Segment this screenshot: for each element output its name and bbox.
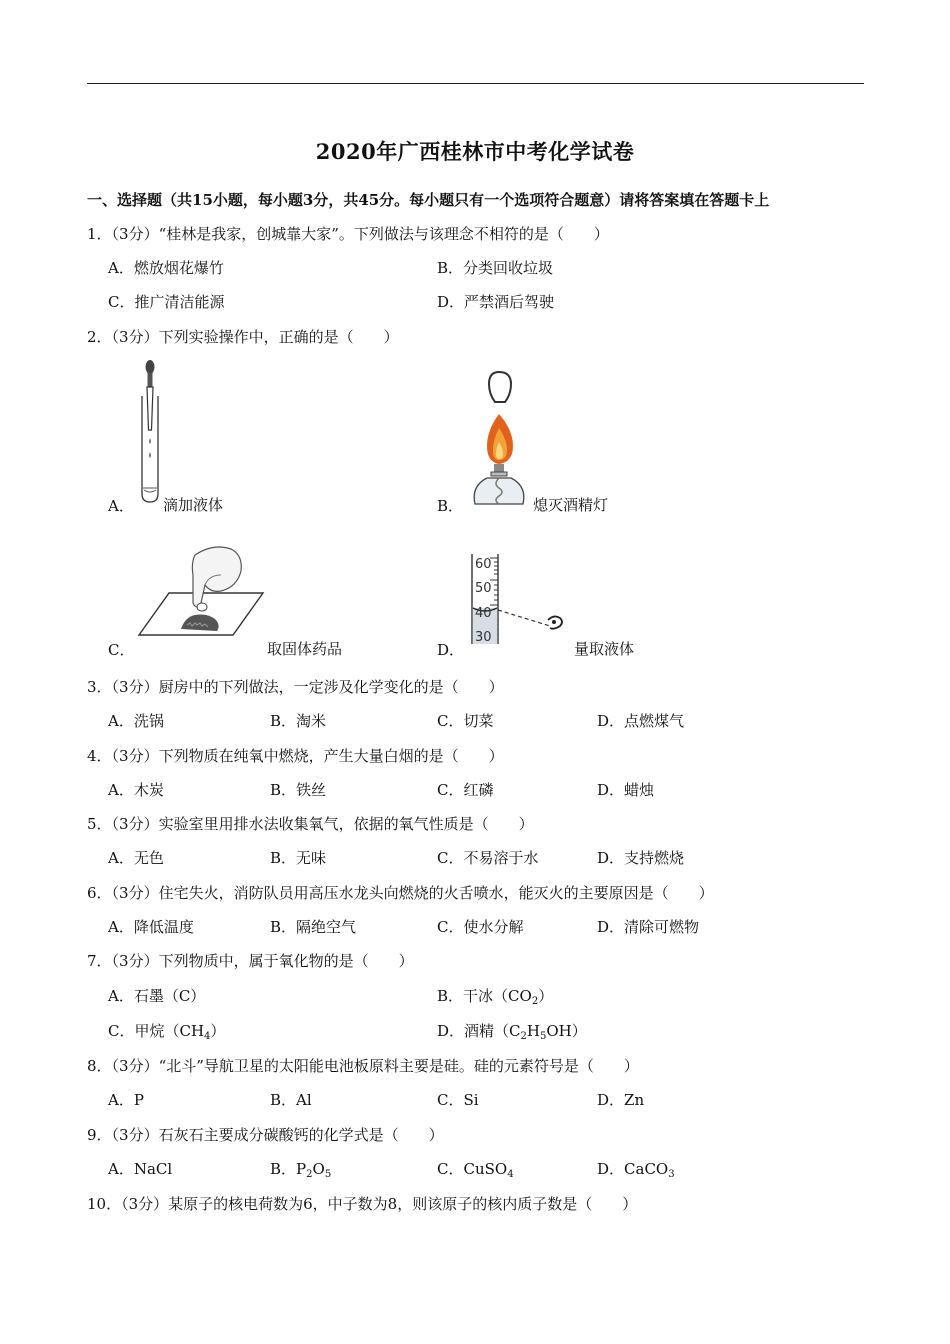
question-9-option-c: C．CuSO$_4$ (437, 1160, 514, 1180)
question-4-option-c: C．红磷 (437, 781, 494, 799)
question-2-option-d-label: D． (437, 641, 465, 659)
alcohol-lamp-figure (465, 368, 530, 510)
question-8-stem: 8．（3分）“北斗”导航卫星的太阳能电池板原料主要是硅。硅的元素符号是（ ） (87, 1057, 639, 1075)
question-2-option-a-label: A． (108, 497, 134, 515)
question-7-option-d: D．酒精$(C_2H_5OH)$ (437, 1022, 587, 1042)
question-8-option-d: D．Zn (597, 1091, 645, 1109)
question-6-option-b: B．隔绝空气 (270, 918, 357, 936)
cylinder-tick-30: 30 (475, 630, 492, 645)
question-4-stem: 4．（3分）下列物质在纯氧中燃烧，产生大量白烟的是（ ） (87, 747, 504, 765)
question-4-option-b: B．铁丝 (270, 781, 327, 799)
question-4-option-d: D．蜡烛 (597, 781, 655, 799)
question-2-option-b-label: B． (437, 497, 464, 515)
question-9-option-b: B．$P_2O_5$ (270, 1160, 332, 1180)
question-2-option-b-caption: 熄灭酒精灯 (533, 496, 609, 514)
question-9-option-d: D．CaCO$_3$ (597, 1160, 675, 1180)
question-8-option-a: A．P (108, 1091, 144, 1109)
solid-reagent-hand-figure (135, 545, 265, 637)
question-10-stem: 10．（3分）某原子的核电荷数为6，中子数为8，则该原子的核内质子数是（ ） (87, 1195, 638, 1213)
question-6-option-d: D．清除可燃物 (597, 918, 700, 936)
question-8-option-c: C．Si (437, 1091, 479, 1109)
question-7-option-b: B．干冰$(CO_2)$ (437, 987, 554, 1007)
question-9-stem: 9．（3分）石灰石主要成分碳酸钙的化学式是（ ） (87, 1126, 444, 1144)
cylinder-tick-50: 50 (475, 581, 492, 596)
question-7-option-a: A．石墨（C） (108, 987, 206, 1005)
question-1-option-c: C．推广清洁能源 (108, 293, 225, 311)
cylinder-tick-40: 40 (475, 606, 492, 621)
question-7-stem: 7．（3分）下列物质中，属于氧化物的是（ ） (87, 952, 414, 970)
question-1-option-a: A．燃放烟花爆竹 (108, 259, 224, 277)
dropper-test-tube-figure (130, 358, 170, 506)
page-title: 2020年广西桂林市中考化学试卷 (315, 139, 635, 164)
question-3-option-c: C．切菜 (437, 712, 494, 730)
question-8-option-b: B．Al (270, 1091, 312, 1109)
question-2-option-c-label: C． (108, 641, 135, 659)
question-6-option-a: A．降低温度 (108, 918, 194, 936)
question-5-option-d: D．支持燃烧 (597, 849, 685, 867)
question-3-option-d: D．点燃煤气 (597, 712, 685, 730)
question-6-option-c: C．使水分解 (437, 918, 524, 936)
question-4-option-a: A．木炭 (108, 781, 164, 799)
section-heading: 一、选择题（共15小题，每小题3分，共45分。每小题只有一个选项符合题意）请将答案填在答题卡上 (87, 191, 770, 209)
question-1-stem: 1．（3分）“桂林是我家，创城靠大家”。下列做法与该理念不相符的是（ ） (87, 225, 609, 243)
question-5-option-c: C．不易溶于水 (437, 849, 539, 867)
question-5-stem: 5．（3分）实验室里用排水法收集氧气，依据的氧气性质是（ ） (87, 815, 534, 833)
header-rule (87, 83, 864, 84)
question-3-option-a: A．洗锅 (108, 712, 164, 730)
question-6-stem: 6．（3分）住宅失火，消防队员用高压水龙头向燃烧的火舌喷水，能灭火的主要原因是（ ） (87, 884, 714, 902)
question-9-option-a: A．NaCl (108, 1160, 173, 1178)
question-2-option-c-caption: 取固体药品 (267, 640, 343, 658)
question-7-option-c: C．甲烷$(CH_4)$ (108, 1022, 226, 1042)
question-2-stem: 2．（3分）下列实验操作中，正确的是（ ） (87, 328, 399, 346)
question-2-option-d-caption: 量取液体 (574, 640, 635, 658)
question-3-stem: 3．（3分）厨房中的下列做法，一定涉及化学变化的是（ ） (87, 678, 504, 696)
question-5-option-a: A．无色 (108, 849, 164, 867)
question-3-option-b: B．淘米 (270, 712, 327, 730)
question-1-option-d: D．严禁酒后驾驶 (437, 293, 555, 311)
question-5-option-b: B．无味 (270, 849, 327, 867)
question-2-option-a-caption: 滴加液体 (163, 496, 224, 514)
question-1-option-b: B．分类回收垃圾 (437, 259, 554, 277)
cylinder-tick-60: 60 (475, 557, 492, 572)
